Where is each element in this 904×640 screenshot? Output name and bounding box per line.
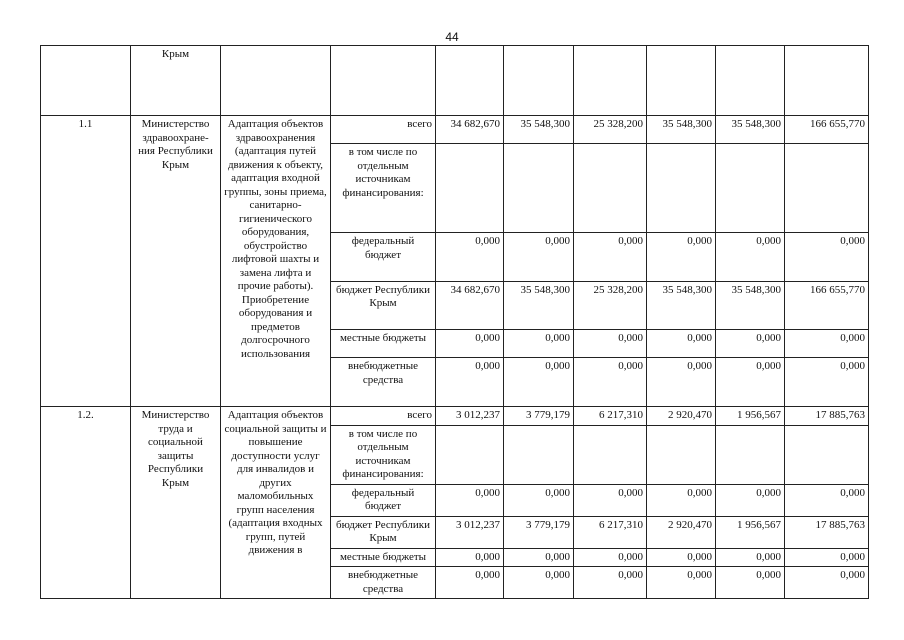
value-cell: 0,000 — [785, 358, 869, 407]
table-row — [41, 407, 869, 426]
value-cell: 0,000 — [436, 330, 504, 358]
value-cell — [574, 144, 647, 233]
value-cell — [647, 425, 716, 484]
source-label: бюджет Республики Крым — [331, 516, 436, 548]
value-cell: 3 012,237 — [436, 407, 504, 426]
value-cell: 0,000 — [574, 330, 647, 358]
value-cell: 0,000 — [436, 567, 504, 599]
value-cell — [647, 144, 716, 233]
value-cell: 0,000 — [504, 484, 574, 516]
value-cell: 35 548,300 — [504, 281, 574, 330]
value-cell: 0,000 — [647, 358, 716, 407]
value-cell: 2 920,470 — [647, 516, 716, 548]
value-cell: 0,000 — [504, 330, 574, 358]
executor-cell: Министерство здравоохране-ния Республики Крым — [131, 116, 221, 407]
source-label: федеральный бюджет — [331, 233, 436, 282]
source-label: всего — [331, 407, 436, 426]
value-cell: 0,000 — [504, 567, 574, 599]
value-cell: 0,000 — [647, 233, 716, 282]
value-cell: 17 885,763 — [785, 407, 869, 426]
table-row — [41, 116, 869, 144]
value-cell: 0,000 — [647, 548, 716, 567]
value-cell: 0,000 — [647, 567, 716, 599]
carry-no-cell — [41, 46, 131, 116]
value-cell: 25 328,200 — [574, 116, 647, 144]
value-cell: 0,000 — [716, 358, 785, 407]
value-cell: 0,000 — [716, 233, 785, 282]
measure-cell: Адаптация объектов социальной защиты и повышение доступности услуг для инвалидов и других маломобильных групп населения (адаптация входных групп, путей движения в — [221, 407, 331, 599]
value-cell: 0,000 — [785, 330, 869, 358]
value-cell: 0,000 — [716, 567, 785, 599]
value-cell — [574, 425, 647, 484]
value-cell: 1 956,567 — [716, 407, 785, 426]
measure-cell: Адаптация объектов здравоохранения (адаптация путей движения к объекту, адаптация входной группы, зоны приема, санитарно-гигиенического оборудования, обустройство лифтовой шахты и замена лифта и прочие работы). Приобретение оборудования и предметов долгосрочного использования — [221, 116, 331, 407]
carry-executor-cell: Крым — [131, 46, 221, 116]
value-cell — [716, 425, 785, 484]
value-cell: 0,000 — [574, 233, 647, 282]
value-cell: 0,000 — [574, 358, 647, 407]
value-cell: 0,000 — [785, 548, 869, 567]
value-cell: 3 012,237 — [436, 516, 504, 548]
budget-table — [40, 45, 869, 599]
value-cell: 6 217,310 — [574, 516, 647, 548]
value-cell: 35 548,300 — [504, 116, 574, 144]
value-cell: 35 548,300 — [647, 116, 716, 144]
item-number: 1.2. — [41, 407, 131, 599]
value-cell — [716, 144, 785, 233]
value-cell: 0,000 — [436, 484, 504, 516]
source-label: местные бюджеты — [331, 330, 436, 358]
source-label: внебюджетные средства — [331, 358, 436, 407]
value-cell: 34 682,670 — [436, 281, 504, 330]
value-cell: 0,000 — [436, 548, 504, 567]
source-label: бюджет Республики Крым — [331, 281, 436, 330]
value-cell: 3 779,179 — [504, 516, 574, 548]
source-label: всего — [331, 116, 436, 144]
value-cell: 35 548,300 — [716, 116, 785, 144]
source-label: федеральный бюджет — [331, 484, 436, 516]
value-cell: 0,000 — [504, 548, 574, 567]
value-cell — [436, 425, 504, 484]
value-cell: 6 217,310 — [574, 407, 647, 426]
value-cell: 0,000 — [785, 233, 869, 282]
value-cell — [785, 144, 869, 233]
value-cell: 0,000 — [574, 484, 647, 516]
value-cell: 0,000 — [436, 358, 504, 407]
value-cell: 34 682,670 — [436, 116, 504, 144]
value-cell: 3 779,179 — [504, 407, 574, 426]
page-number: 44 — [445, 30, 459, 44]
value-cell: 1 956,567 — [716, 516, 785, 548]
value-cell — [504, 425, 574, 484]
value-cell: 0,000 — [716, 330, 785, 358]
source-label: в том числе по отдельным источникам финансирования: — [331, 144, 436, 233]
value-cell: 17 885,763 — [785, 516, 869, 548]
value-cell: 35 548,300 — [716, 281, 785, 330]
value-cell: 2 920,470 — [647, 407, 716, 426]
value-cell — [504, 144, 574, 233]
value-cell — [436, 144, 504, 233]
carry-over-row — [41, 46, 869, 116]
value-cell: 0,000 — [716, 484, 785, 516]
value-cell: 0,000 — [574, 567, 647, 599]
value-cell: 0,000 — [647, 330, 716, 358]
value-cell: 0,000 — [574, 548, 647, 567]
item-number: 1.1 — [41, 116, 131, 407]
value-cell: 166 655,770 — [785, 116, 869, 144]
value-cell: 25 328,200 — [574, 281, 647, 330]
value-cell: 0,000 — [785, 484, 869, 516]
value-cell: 0,000 — [504, 233, 574, 282]
source-label: местные бюджеты — [331, 548, 436, 567]
value-cell — [785, 425, 869, 484]
source-label: внебюджетные средства — [331, 567, 436, 599]
value-cell: 166 655,770 — [785, 281, 869, 330]
value-cell: 0,000 — [436, 233, 504, 282]
value-cell: 0,000 — [716, 548, 785, 567]
source-label: в том числе по отдельным источникам финансирования: — [331, 425, 436, 484]
value-cell: 35 548,300 — [647, 281, 716, 330]
value-cell: 0,000 — [504, 358, 574, 407]
value-cell: 0,000 — [785, 567, 869, 599]
executor-cell: Министерство труда и социальной защиты Республики Крым — [131, 407, 221, 599]
value-cell: 0,000 — [647, 484, 716, 516]
